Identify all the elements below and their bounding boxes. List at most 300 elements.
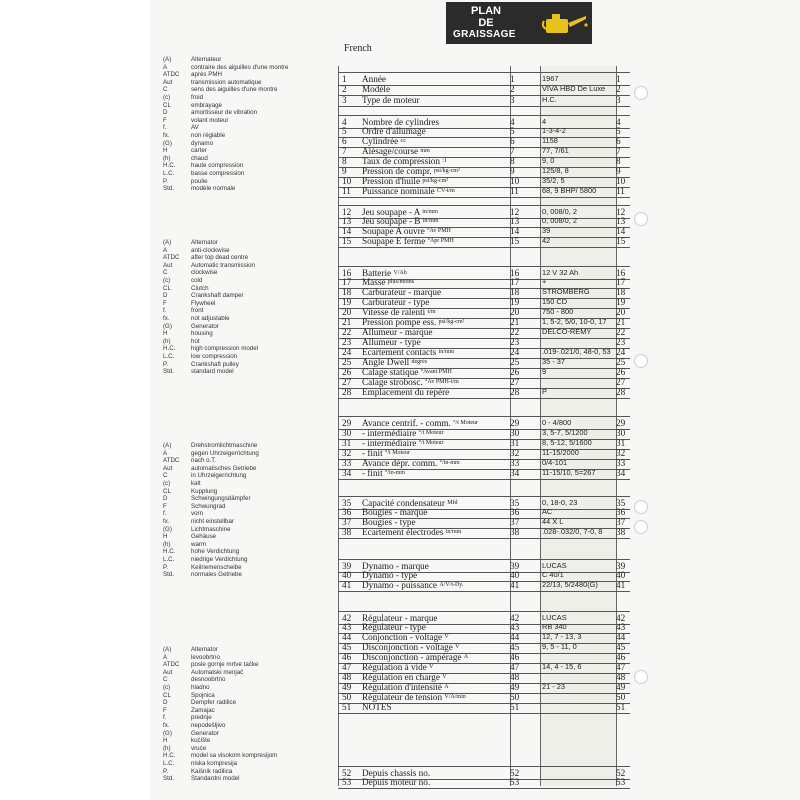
- row-number-mid: 4: [510, 117, 515, 127]
- legend-row: [0, 730, 330, 738]
- row-label-text: - finit: [362, 448, 383, 458]
- row-value: .019-.021/0, 48-0, 53: [542, 347, 611, 356]
- row-number-right: 19: [616, 297, 626, 307]
- row-value: 0, 008/0, 2: [542, 207, 577, 216]
- row-number-mid: 12: [510, 207, 520, 217]
- legend-abbreviation: F: [163, 706, 167, 714]
- legend-row: [0, 768, 330, 776]
- legend-abbreviation: H: [163, 330, 168, 338]
- legend-row: [0, 480, 330, 488]
- legend-abbreviation: P.: [163, 563, 169, 571]
- row-number-mid: 35: [510, 498, 520, 508]
- legend-row: [0, 315, 330, 323]
- legend-row: [0, 646, 330, 654]
- binder-hole: [634, 670, 648, 684]
- legend-abbreviation: C: [163, 676, 168, 684]
- row-label-text: Régulation d'intensité: [362, 682, 442, 692]
- row-unit: psi/kg-cm²: [438, 319, 465, 325]
- row-number: 16: [342, 268, 352, 278]
- row-label-text: Carburateur - marque: [362, 287, 442, 297]
- row-number-mid: 42: [510, 613, 520, 623]
- legend-meaning: après PMH: [191, 71, 222, 79]
- legend-meaning: Drehstromlichtmaschine: [191, 442, 258, 449]
- row-label-text: Année: [362, 74, 386, 84]
- row-number-right: 9: [616, 166, 621, 176]
- row-label-text: Avance dépr. comm.: [362, 458, 438, 468]
- row-number-right: 10: [616, 176, 626, 186]
- row-number-right: 24: [616, 347, 626, 357]
- legend-meaning: hot: [191, 337, 200, 345]
- legend-abbreviation: L.C.: [163, 352, 175, 360]
- row-number: 41: [342, 580, 352, 590]
- legend-meaning: Kupplung: [191, 487, 218, 495]
- legend-abbreviation: f.: [163, 714, 167, 722]
- legend-row: [0, 465, 330, 473]
- logo-plan-de-graissage: [446, 2, 592, 44]
- row-number: 8: [342, 156, 347, 166]
- row-number-right: 13: [616, 216, 626, 226]
- legend-meaning: nicht einstellbar: [191, 517, 234, 525]
- legend-meaning: haute compression: [191, 162, 244, 170]
- table-row: [338, 94, 630, 107]
- legend-abbreviation: Aut: [163, 78, 173, 86]
- row-value: 4: [542, 117, 547, 126]
- legend-row: [0, 124, 330, 132]
- table-row: [338, 235, 630, 248]
- row-number-right: 12: [616, 207, 626, 217]
- row-label-text: Pression de compr.: [362, 166, 432, 176]
- row-unit: :1: [442, 158, 447, 164]
- legend-abbreviation: (A): [163, 442, 172, 449]
- row-number-right: 4: [616, 117, 621, 127]
- legend-meaning: non réglable: [191, 131, 226, 139]
- row-number-right: 23: [616, 337, 626, 347]
- row-unit: A/V/t-Dy.: [439, 582, 464, 588]
- row-number-mid: 20: [510, 307, 520, 317]
- row-value: 3, 5-7, 5/1200: [542, 428, 588, 437]
- row-number: 12: [342, 207, 352, 217]
- row-label-text: - intermédiaire: [362, 428, 417, 438]
- row-number: 40: [342, 570, 352, 580]
- row-number-right: 14: [616, 226, 626, 236]
- row-number: 37: [342, 517, 352, 527]
- table-row: [338, 776, 630, 789]
- row-number-mid: 46: [510, 652, 520, 662]
- row-number-right: 16: [616, 268, 626, 278]
- legend-meaning: AV: [191, 124, 199, 132]
- row-number-mid: 21: [510, 317, 520, 327]
- row-value: 125/8, 8: [542, 166, 569, 175]
- row-number-mid: 9: [510, 166, 515, 176]
- legend-row: [0, 526, 330, 534]
- row-value: DELCO-REMY: [542, 327, 592, 336]
- legend-meaning: Spojnica: [191, 691, 215, 699]
- row-number: 43: [342, 622, 352, 632]
- row-number-right: 50: [616, 692, 626, 702]
- row-number: 7: [342, 146, 347, 156]
- legend-row: [0, 345, 330, 353]
- legend-row: [0, 571, 330, 579]
- legend-row: [0, 155, 330, 163]
- legend-row: [0, 170, 330, 178]
- row-value: 77, 7/61: [542, 146, 569, 155]
- row-unit: Mfd: [447, 500, 458, 506]
- row-value: AC: [542, 507, 553, 516]
- legend-row: [0, 669, 330, 677]
- row-label-text: Régulation en charge: [362, 672, 440, 682]
- legend-meaning: Dempfer radilice: [191, 699, 237, 707]
- row-value: 1, 5-2, 5/0, 10-0, 17: [542, 317, 607, 326]
- row-label-text: Bougies - type: [362, 517, 416, 527]
- legend-meaning: housing: [191, 330, 213, 338]
- row-label-text: Ecartement contacts: [362, 347, 437, 357]
- legend-abbreviation: L.C.: [163, 169, 175, 177]
- row-number: 3: [342, 95, 347, 105]
- row-value: STROMBERG: [542, 287, 590, 296]
- row-number-mid: 1: [510, 74, 515, 84]
- row-number-right: 20: [616, 307, 626, 317]
- legend-abbreviation: (G): [163, 525, 172, 533]
- legend-meaning: Alternator: [191, 239, 218, 246]
- row-number-right: 17: [616, 277, 626, 287]
- row-label-text: Depuis chassis no.: [362, 768, 431, 778]
- legend-row: [0, 684, 330, 692]
- row-number-mid: 32: [510, 448, 520, 458]
- row-label-text: Calage statique: [362, 367, 419, 377]
- binder-hole: [634, 86, 648, 100]
- legend-abbreviation: P.: [163, 767, 169, 775]
- legend-meaning: hladno: [191, 683, 210, 691]
- row-unit: in/mm: [422, 218, 439, 224]
- legend-meaning: Gehäuse: [191, 533, 217, 541]
- legend-meaning: Standardni model: [191, 775, 240, 783]
- legend-row: [0, 457, 330, 465]
- legend-row: [0, 330, 330, 338]
- row-unit: °/t Moteur: [384, 450, 410, 456]
- legend-row: [0, 760, 330, 768]
- legend-meaning: low compression: [191, 352, 238, 360]
- legend-abbreviation: (c): [163, 93, 171, 101]
- legend-abbreviation: (c): [163, 276, 171, 284]
- legend-abbreviation: (G): [163, 139, 172, 147]
- legend-meaning: dynamo: [191, 139, 214, 147]
- row-number-right: 37: [616, 517, 626, 527]
- legend-meaning: anti-clockwise: [191, 246, 230, 254]
- row-unit: °Apr PMH: [427, 238, 454, 244]
- row-label-text: Vitesse de ralenti: [362, 307, 426, 317]
- row-label: [362, 579, 510, 593]
- legend-meaning: nepodešljivo: [191, 721, 226, 729]
- row-label: [362, 701, 510, 715]
- binder-hole: [634, 500, 648, 514]
- row-number: 22: [342, 327, 352, 337]
- row-label: [362, 526, 510, 540]
- legend-abbreviation: A: [163, 449, 168, 457]
- row-label-text: Régulation à vide: [362, 662, 427, 672]
- row-label-text: Emplacement du repère: [362, 387, 450, 397]
- row-number-right: 33: [616, 458, 626, 468]
- row-label-text: Pression d'huile: [362, 176, 421, 186]
- row-label-text: Modèle: [362, 84, 391, 94]
- legend-abbreviation: D: [163, 699, 168, 707]
- row-number-mid: 14: [510, 226, 520, 236]
- row-value: 1-3-4-2: [542, 126, 566, 135]
- row-number: 48: [342, 672, 352, 682]
- row-number-mid: 15: [510, 236, 520, 246]
- row-label-text: Calage strobosc.: [362, 377, 423, 387]
- legend-row: [0, 510, 330, 518]
- legend-row: [0, 71, 330, 79]
- legend-abbreviation: Aut: [163, 668, 173, 676]
- legend-abbreviation: L.C.: [163, 555, 175, 563]
- row-number: 31: [342, 438, 352, 448]
- row-number: 32: [342, 448, 352, 458]
- legend-abbreviation: H.C.: [163, 345, 176, 353]
- row-label-text: Cylindrée: [362, 136, 399, 146]
- row-unit: °/t Moteur: [418, 440, 444, 446]
- row-label-text: Allumeur - marque: [362, 327, 433, 337]
- row-number: 26: [342, 367, 352, 377]
- legend-abbreviation: D: [163, 292, 168, 300]
- row-number-mid: 47: [510, 662, 520, 672]
- row-unit: t/m: [427, 309, 436, 315]
- legend-meaning: prednje: [191, 714, 212, 722]
- row-number-right: 32: [616, 448, 626, 458]
- legend-row: [0, 699, 330, 707]
- row-number-right: 1: [616, 74, 621, 84]
- row-label: [362, 94, 510, 108]
- row-number: 45: [342, 642, 352, 652]
- row-label-text: Capacité condensateur: [362, 498, 445, 508]
- row-number-right: 46: [616, 652, 626, 662]
- row-label-text: Carburateur - type: [362, 297, 430, 307]
- legend-meaning: Lichtmaschine: [191, 525, 231, 533]
- legend-meaning: sens des aiguilles d'une montre: [191, 86, 278, 94]
- row-number-mid: 52: [510, 768, 520, 778]
- row-unit: °/in-mm: [384, 470, 406, 476]
- legend-french: [0, 56, 330, 193]
- row-number: 10: [342, 176, 352, 186]
- row-unit: mm: [420, 148, 430, 154]
- row-number-right: 34: [616, 468, 626, 478]
- legend-meaning: Flywheel: [191, 299, 216, 307]
- legend-row: [0, 86, 330, 94]
- row-number-mid: 44: [510, 632, 520, 642]
- legend-row: [0, 707, 330, 715]
- row-value: LUCAS: [542, 613, 567, 622]
- row-number: 20: [342, 307, 352, 317]
- legend-abbreviation: F: [163, 116, 167, 124]
- legend-row: [0, 752, 330, 760]
- legend-meaning: carter: [191, 147, 207, 155]
- legend-abbreviation: P.: [163, 360, 169, 368]
- legend-abbreviation: fx.: [163, 721, 170, 729]
- legend-abbreviation: fx.: [163, 131, 170, 139]
- row-number-mid: 25: [510, 357, 520, 367]
- legend-row: [0, 472, 330, 480]
- legend-meaning: cold: [191, 276, 203, 284]
- row-number-right: 28: [616, 387, 626, 397]
- row-label-text: Jeu soupape - A: [362, 207, 420, 217]
- legend-row: [0, 450, 330, 458]
- row-number-right: 22: [616, 327, 626, 337]
- row-number: 51: [342, 702, 352, 712]
- legend-meaning: basse compression: [191, 169, 245, 177]
- legend-meaning: after top dead centre: [191, 254, 249, 262]
- legend-row: [0, 117, 330, 125]
- row-value: 1158: [542, 136, 558, 145]
- legend-english: [0, 239, 330, 376]
- legend-row: [0, 714, 330, 722]
- row-number-right: 39: [616, 561, 626, 571]
- row-number: 1: [342, 74, 347, 84]
- legend-abbreviation: ATDC: [163, 661, 180, 669]
- row-label-text: Ordre d'allumage: [362, 126, 426, 136]
- row-label-text: Pression pompe ess.: [362, 317, 437, 327]
- legend-abbreviation: f.: [163, 510, 167, 518]
- row-value: 9, 5 - 11, 0: [542, 642, 577, 651]
- legend-row: [0, 353, 330, 361]
- row-label-text: NOTES: [362, 702, 392, 712]
- legend-row: [0, 495, 330, 503]
- row-unit: °/t Moteur: [418, 430, 444, 436]
- legend-row: [0, 292, 330, 300]
- row-label-text: Soupape A ouvre: [362, 226, 425, 236]
- row-number-mid: 13: [510, 216, 520, 226]
- row-label-text: Conjonction - voltage: [362, 632, 443, 642]
- legend-row: [0, 94, 330, 102]
- legend-abbreviation: (G): [163, 322, 172, 330]
- legend-row: [0, 518, 330, 526]
- row-number-mid: 40: [510, 570, 520, 580]
- legend-abbreviation: D: [163, 495, 168, 503]
- row-number: 52: [342, 768, 352, 778]
- row-label-text: Ecartement électrodes: [362, 527, 444, 537]
- legend-abbreviation: CL: [163, 101, 171, 109]
- legend-meaning: Keilriemenscheibe: [191, 563, 242, 571]
- legend-abbreviation: H.C.: [163, 752, 176, 760]
- legend-row: [0, 109, 330, 117]
- legend-row: [0, 548, 330, 556]
- legend-row: [0, 676, 330, 684]
- row-value: 9: [542, 367, 547, 376]
- legend-meaning: not adjustable: [191, 314, 230, 322]
- legend-meaning: poulie: [191, 177, 208, 185]
- table-row: [338, 185, 630, 198]
- row-unit: V: [429, 664, 434, 670]
- legend-row: [0, 262, 330, 270]
- binder-hole: [634, 354, 648, 368]
- row-value: 35 - 37: [542, 357, 566, 366]
- legend-abbreviation: (h): [163, 337, 171, 345]
- oil-can-icon: [542, 11, 588, 37]
- row-value: 8, 5-12, 5/1600: [542, 438, 592, 447]
- row-number-right: 25: [616, 357, 626, 367]
- logo-line-2: DE: [478, 17, 494, 29]
- language-label: French: [344, 43, 372, 54]
- legend-row: [0, 162, 330, 170]
- legend-serbian: [0, 646, 330, 783]
- row-number-mid: 6: [510, 136, 515, 146]
- row-number-mid: 45: [510, 642, 520, 652]
- row-number-mid: 26: [510, 367, 520, 377]
- row-number-right: 27: [616, 377, 626, 387]
- legend-abbreviation: CL: [163, 487, 171, 495]
- row-number: 24: [342, 347, 352, 357]
- row-number-right: 29: [616, 418, 626, 428]
- row-number: 15: [342, 236, 352, 246]
- legend-abbreviation: fx.: [163, 517, 170, 525]
- legend-abbreviation: Std.: [163, 775, 175, 783]
- row-number-mid: 19: [510, 297, 520, 307]
- row-number: 2: [342, 84, 347, 94]
- legend-abbreviation: ATDC: [163, 254, 180, 262]
- legend-row: [0, 775, 330, 783]
- row-number: 9: [342, 166, 347, 176]
- row-label: [362, 386, 510, 400]
- row-number-right: 53: [616, 777, 626, 787]
- legend-abbreviation: F: [163, 299, 167, 307]
- row-unit: A: [444, 684, 449, 690]
- legend-abbreviation: Std.: [163, 368, 175, 376]
- row-number-mid: 30: [510, 428, 520, 438]
- row-label-text: Nombre de cylindres: [362, 117, 440, 127]
- legend-meaning: hohe Verdichtung: [191, 548, 240, 556]
- row-number-mid: 36: [510, 507, 520, 517]
- row-value: LUCAS: [542, 561, 567, 570]
- legend-meaning: Kaišnik radilica: [191, 767, 233, 775]
- row-number: 36: [342, 507, 352, 517]
- legend-abbreviation: (A): [163, 56, 172, 63]
- row-label-text: Régulateur - marque: [362, 613, 438, 623]
- row-value: +: [542, 277, 547, 286]
- row-number: 28: [342, 387, 352, 397]
- row-number-mid: 17: [510, 277, 520, 287]
- row-unit: V/A/min: [444, 694, 466, 700]
- row-unit: °Avant PMH: [420, 369, 452, 375]
- legend-abbreviation: CL: [163, 284, 171, 292]
- row-label-text: Puissance nominale: [362, 186, 435, 196]
- legend-meaning: high compression model: [191, 345, 259, 353]
- row-number-mid: 51: [510, 702, 520, 712]
- row-label-text: Bougies - marque: [362, 507, 428, 517]
- row-label-text: - intermédiaire: [362, 438, 417, 448]
- row-number-mid: 38: [510, 527, 520, 537]
- legend-abbreviation: A: [163, 63, 168, 71]
- row-number: 23: [342, 337, 352, 347]
- row-number-mid: 24: [510, 347, 520, 357]
- row-number-right: 51: [616, 702, 626, 712]
- legend-meaning: Schwungrad: [191, 502, 226, 510]
- row-unit: V/Ah: [393, 270, 407, 276]
- row-number: 33: [342, 458, 352, 468]
- row-number: 49: [342, 682, 352, 692]
- legend-meaning: Automatic transmission: [191, 261, 255, 269]
- legend-abbreviation: ATDC: [163, 457, 180, 465]
- row-label: [362, 776, 510, 790]
- row-number: 29: [342, 418, 352, 428]
- legend-row: [0, 661, 330, 669]
- row-number: 39: [342, 561, 352, 571]
- row-unit: plus/moins: [387, 279, 415, 285]
- legend-meaning: amortisseur de vibration: [191, 109, 258, 117]
- row-number-mid: 50: [510, 692, 520, 702]
- row-value: 11-15/2000: [542, 448, 579, 457]
- row-unit: °/t Moteur: [453, 420, 479, 426]
- row-unit: °Av PMH: [427, 228, 451, 234]
- legend-abbreviation: D: [163, 109, 168, 117]
- row-number-mid: 28: [510, 387, 520, 397]
